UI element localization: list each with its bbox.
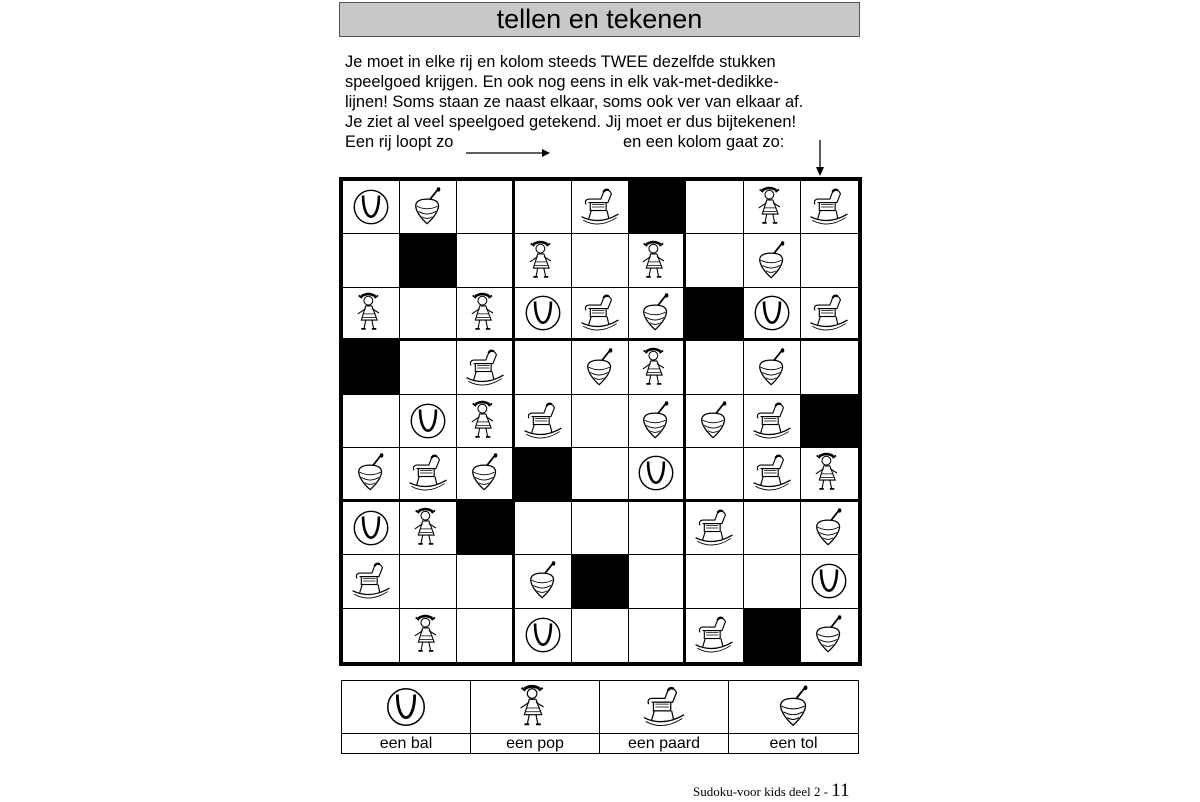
grid-cell[interactable] <box>457 341 514 394</box>
empty-cell[interactable] <box>629 555 686 608</box>
ball-icon <box>750 291 794 335</box>
right-arrow-icon <box>466 145 550 161</box>
ball-icon <box>349 185 393 229</box>
grid-cell[interactable] <box>572 341 629 394</box>
grid-cell[interactable] <box>515 395 572 448</box>
grid-cell[interactable] <box>343 502 400 555</box>
spinning-top-icon <box>634 291 678 335</box>
grid-cell[interactable] <box>801 288 858 341</box>
doll-icon <box>463 291 507 335</box>
grid-cell[interactable] <box>629 395 686 448</box>
doll-icon <box>750 185 794 229</box>
legend-icon-box <box>729 681 858 734</box>
rocking-horse-icon <box>521 399 565 443</box>
grid-cell[interactable] <box>744 181 801 234</box>
empty-cell[interactable] <box>686 234 743 287</box>
grid-cell[interactable] <box>343 288 400 341</box>
spinning-top-icon <box>521 559 565 603</box>
black-cell <box>744 609 801 662</box>
grid-cell[interactable] <box>801 448 858 501</box>
spinning-top-icon <box>578 346 622 390</box>
empty-cell[interactable] <box>686 181 743 234</box>
footer-text: Sudoku-voor kids deel 2 - <box>693 784 829 799</box>
grid-cell[interactable] <box>686 502 743 555</box>
empty-cell[interactable] <box>400 288 457 341</box>
grid-cell[interactable] <box>629 234 686 287</box>
grid-cell[interactable] <box>400 395 457 448</box>
instruction-line: lijnen! Soms staan ze naast elkaar, soms ook ver van elkaar af. <box>345 93 804 111</box>
ball-icon <box>406 399 450 443</box>
empty-cell[interactable] <box>572 395 629 448</box>
legend-item <box>471 681 600 754</box>
grid-cell[interactable] <box>801 181 858 234</box>
empty-cell[interactable] <box>457 609 514 662</box>
grid-cell[interactable] <box>744 341 801 394</box>
rocking-horse-icon <box>578 185 622 229</box>
instruction-line: Je ziet al veel speelgoed getekend. Jij moet er dus bijtekenen! <box>345 113 797 131</box>
rocking-horse-icon <box>406 451 450 495</box>
doll-icon <box>634 346 678 390</box>
legend-label: een paard <box>627 735 701 752</box>
sudoku-grid <box>339 177 862 666</box>
empty-cell[interactable] <box>343 234 400 287</box>
empty-cell[interactable] <box>457 555 514 608</box>
empty-cell[interactable] <box>343 609 400 662</box>
grid-cell[interactable] <box>515 609 572 662</box>
grid-cell[interactable] <box>457 395 514 448</box>
empty-cell[interactable] <box>686 555 743 608</box>
empty-cell[interactable] <box>572 234 629 287</box>
rocking-horse-icon <box>750 451 794 495</box>
grid-cell[interactable] <box>801 555 858 608</box>
black-cell <box>686 288 743 341</box>
rocking-horse-icon <box>750 399 794 443</box>
empty-cell[interactable] <box>801 234 858 287</box>
grid-cell[interactable] <box>400 609 457 662</box>
black-cell <box>629 181 686 234</box>
doll-icon <box>406 506 450 550</box>
grid-cell[interactable] <box>629 448 686 501</box>
grid-cell[interactable] <box>457 288 514 341</box>
empty-cell[interactable] <box>515 181 572 234</box>
column-text: en een kolom gaat zo: <box>623 133 785 151</box>
empty-cell[interactable] <box>572 502 629 555</box>
grid-cell[interactable] <box>744 234 801 287</box>
empty-cell[interactable] <box>400 341 457 394</box>
empty-cell[interactable] <box>686 341 743 394</box>
empty-cell[interactable] <box>515 502 572 555</box>
grid-cell[interactable] <box>572 181 629 234</box>
spinning-top-icon <box>807 506 851 550</box>
black-cell <box>343 341 400 394</box>
empty-cell[interactable] <box>572 448 629 501</box>
ball-icon <box>634 451 678 495</box>
grid-cell[interactable] <box>457 448 514 501</box>
legend-item <box>729 681 858 754</box>
rocking-horse-icon <box>349 559 393 603</box>
spinning-top-icon <box>750 346 794 390</box>
empty-cell[interactable] <box>686 448 743 501</box>
doll-icon <box>807 451 851 495</box>
doll-icon <box>349 291 393 335</box>
instruction-line: Je moet in elke rij en kolom steeds TWEE dezelfde stukken <box>345 53 776 71</box>
doll-icon <box>406 613 450 657</box>
legend-item <box>342 681 471 754</box>
instruction-line-row <box>345 132 865 152</box>
ball-icon <box>382 683 430 731</box>
grid-cell[interactable] <box>629 288 686 341</box>
empty-cell[interactable] <box>400 555 457 608</box>
grid-cell[interactable] <box>686 395 743 448</box>
ball-icon <box>521 291 565 335</box>
legend-label: een tol <box>769 735 818 752</box>
legend-icon-box <box>471 681 599 734</box>
spinning-top-icon <box>750 239 794 283</box>
black-cell <box>400 234 457 287</box>
rocking-horse-icon <box>640 683 688 731</box>
black-cell <box>457 502 514 555</box>
grid-cell[interactable] <box>572 288 629 341</box>
empty-cell[interactable] <box>744 502 801 555</box>
grid-cell[interactable] <box>400 448 457 501</box>
page-footer <box>693 780 850 802</box>
ball-icon <box>521 613 565 657</box>
rocking-horse-icon <box>692 506 736 550</box>
spinning-top-icon <box>634 399 678 443</box>
grid-cell[interactable] <box>515 555 572 608</box>
spinning-top-icon <box>463 451 507 495</box>
empty-cell[interactable] <box>515 341 572 394</box>
legend-item <box>600 681 729 754</box>
grid-cell[interactable] <box>801 502 858 555</box>
spinning-top-icon <box>807 613 851 657</box>
rocking-horse-icon <box>692 613 736 657</box>
spinning-top-icon <box>349 451 393 495</box>
empty-cell[interactable] <box>629 609 686 662</box>
spinning-top-icon <box>770 683 818 731</box>
black-cell <box>572 555 629 608</box>
grid-cell[interactable] <box>629 341 686 394</box>
doll-icon <box>511 683 559 731</box>
spinning-top-icon <box>692 399 736 443</box>
grid-cell[interactable] <box>515 288 572 341</box>
doll-icon <box>463 399 507 443</box>
grid-cell[interactable] <box>343 448 400 501</box>
down-arrow-icon <box>812 140 828 176</box>
page-title: tellen en tekenen <box>339 2 860 37</box>
empty-cell[interactable] <box>343 395 400 448</box>
rocking-horse-icon <box>578 291 622 335</box>
legend <box>341 680 859 754</box>
empty-cell[interactable] <box>457 234 514 287</box>
grid-cell[interactable] <box>343 181 400 234</box>
black-cell <box>515 448 572 501</box>
doll-icon <box>634 239 678 283</box>
legend-label: een pop <box>506 735 564 752</box>
grid-cell[interactable] <box>686 609 743 662</box>
rocking-horse-icon <box>463 346 507 390</box>
spinning-top-icon <box>406 185 450 229</box>
grid-cell[interactable] <box>744 395 801 448</box>
ball-icon <box>807 559 851 603</box>
grid-cell[interactable] <box>801 609 858 662</box>
empty-cell[interactable] <box>744 555 801 608</box>
page-number: 11 <box>831 780 850 801</box>
instruction-line: speelgoed krijgen. En ook nog eens in elk vak-met-dedikke- <box>345 73 779 91</box>
grid-cell[interactable] <box>400 502 457 555</box>
black-cell <box>801 395 858 448</box>
grid-cell[interactable] <box>400 181 457 234</box>
legend-label: een bal <box>379 735 433 752</box>
doll-icon <box>521 239 565 283</box>
empty-cell[interactable] <box>572 609 629 662</box>
empty-cell[interactable] <box>629 502 686 555</box>
legend-icon-box <box>600 681 728 734</box>
rocking-horse-icon <box>807 185 851 229</box>
empty-cell[interactable] <box>457 181 514 234</box>
row-text: Een rij loopt zo <box>345 133 454 151</box>
empty-cell[interactable] <box>801 341 858 394</box>
grid-cell[interactable] <box>744 448 801 501</box>
grid-cell[interactable] <box>515 234 572 287</box>
ball-icon <box>349 506 393 550</box>
rocking-horse-icon <box>807 291 851 335</box>
grid-cell[interactable] <box>343 555 400 608</box>
instructions <box>345 52 865 152</box>
grid-cell[interactable] <box>744 288 801 341</box>
legend-icon-box <box>342 681 470 734</box>
